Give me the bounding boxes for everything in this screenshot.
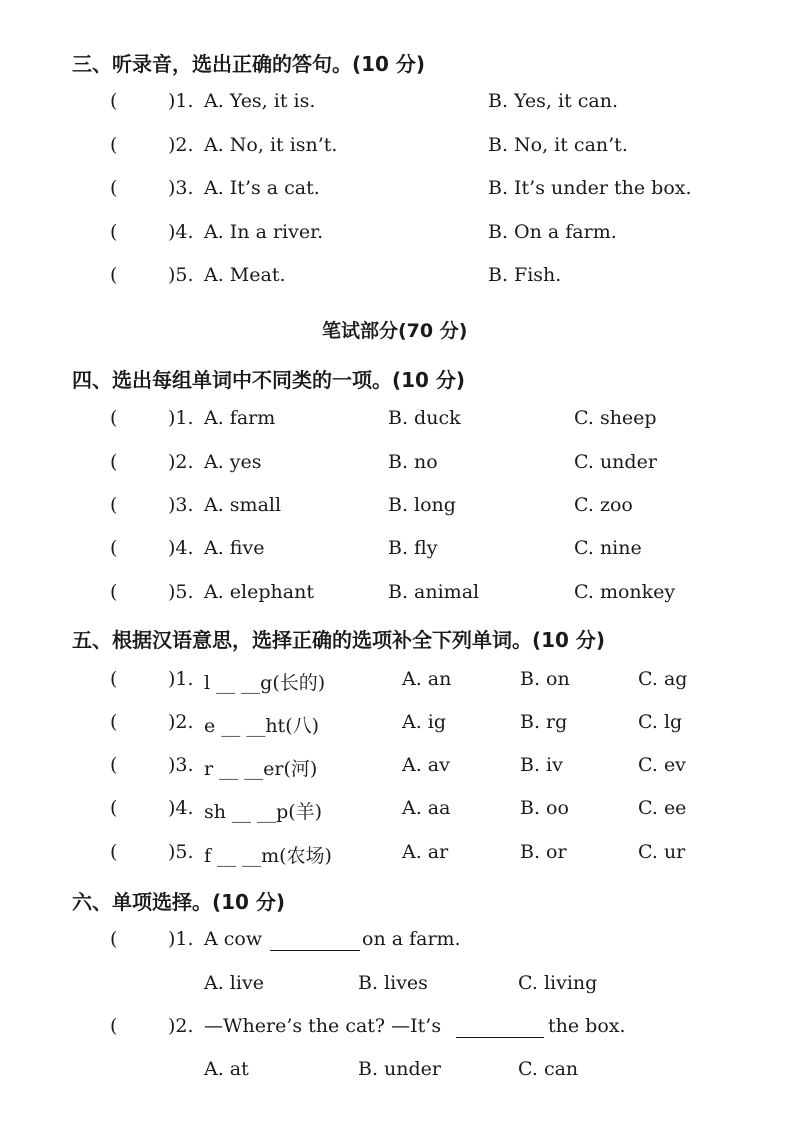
option-a: A. elephant	[204, 581, 314, 603]
question-text-end: on a farm.	[362, 928, 461, 950]
option-b: B. animal	[388, 581, 480, 603]
option-a: A. Meat.	[204, 264, 286, 286]
list-item	[0, 407, 800, 437]
question-number: )3.	[168, 177, 194, 199]
list-item	[0, 928, 800, 958]
answer-paren: (	[110, 134, 118, 156]
question-number: )2.	[168, 1015, 194, 1037]
answer-paren: (	[110, 1015, 118, 1037]
question-number: )5.	[168, 264, 194, 286]
word-blank: sh __ __p(羊)	[204, 801, 323, 823]
list-item	[0, 537, 800, 567]
answer-paren: (	[110, 797, 118, 819]
option-c: C. lg	[638, 711, 683, 733]
section-4-title: 四、选出每组单词中不同类的一项。(10 分)	[72, 368, 466, 392]
option-b: B. long	[388, 494, 456, 516]
option-c: C. sheep	[574, 407, 657, 429]
answer-paren: (	[110, 581, 118, 603]
option-b: B. or	[520, 841, 567, 863]
answer-paren: (	[110, 494, 118, 516]
answer-paren: (	[110, 177, 118, 199]
option-a: A. at	[204, 1058, 249, 1080]
option-b: B. It’s under the box.	[488, 177, 692, 199]
question-number: )1.	[168, 928, 194, 950]
answer-blank	[456, 1015, 544, 1038]
option-c: C. ee	[638, 797, 687, 819]
list-item	[0, 797, 800, 827]
list-item	[0, 711, 800, 741]
word-blank: r __ __er(河)	[204, 758, 318, 780]
option-b: B. No, it can’t.	[488, 134, 628, 156]
list-item	[0, 841, 800, 871]
answer-paren: (	[110, 407, 118, 429]
list-item	[0, 1015, 800, 1045]
option-c: C. under	[574, 451, 657, 473]
list-item	[0, 451, 800, 481]
answer-paren: (	[110, 754, 118, 776]
option-a: A. ar	[402, 841, 449, 863]
answer-paren: (	[110, 221, 118, 243]
section-5-title: 五、根据汉语意思，选择正确的选项补全下列单词。(10 分)	[72, 628, 606, 652]
answer-paren: (	[110, 668, 118, 690]
option-c: C. can	[518, 1058, 579, 1080]
option-a: A. farm	[204, 407, 276, 429]
list-item	[0, 264, 800, 294]
question-number: )4.	[168, 221, 194, 243]
option-a: A. five	[204, 537, 265, 559]
answer-paren: (	[110, 841, 118, 863]
answer-paren: (	[110, 928, 118, 950]
list-item	[0, 972, 800, 1002]
option-b: B. Fish.	[488, 264, 562, 286]
option-c: C. monkey	[574, 581, 676, 603]
option-a: A. Yes, it is.	[204, 90, 316, 112]
answer-paren: (	[110, 537, 118, 559]
option-b: B. under	[358, 1058, 442, 1080]
list-item	[0, 221, 800, 251]
list-item	[0, 90, 800, 120]
list-item	[0, 134, 800, 164]
option-b: B. duck	[388, 407, 461, 429]
option-b: B. On a farm.	[488, 221, 617, 243]
list-item	[0, 754, 800, 784]
option-b: B. Yes, it can.	[488, 90, 619, 112]
question-number: )4.	[168, 537, 194, 559]
word-blank: e __ __ht(八)	[204, 715, 320, 737]
list-item	[0, 668, 800, 698]
option-c: C. nine	[574, 537, 642, 559]
option-b: B. fly	[388, 537, 438, 559]
answer-blank	[270, 928, 360, 951]
answer-paren: (	[110, 90, 118, 112]
option-a: A. live	[204, 972, 264, 994]
question-number: )2.	[168, 451, 194, 473]
question-number: )1.	[168, 407, 194, 429]
word-blank: l __ __g(长的)	[204, 672, 326, 694]
option-a: A. aa	[402, 797, 451, 819]
question-number: )1.	[168, 668, 194, 690]
question-text-end: the box.	[548, 1015, 626, 1037]
option-a: A. It’s a cat.	[204, 177, 320, 199]
answer-paren: (	[110, 264, 118, 286]
option-c: C. ur	[638, 841, 686, 863]
question-number: )1.	[168, 90, 194, 112]
option-b: B. rg	[520, 711, 568, 733]
answer-paren: (	[110, 451, 118, 473]
question-number: )2.	[168, 134, 194, 156]
section-3-title: 三、听录音，选出正确的答句。(10 分)	[72, 52, 426, 76]
word-blank: f __ __m(农场)	[204, 845, 332, 867]
written-part-title: 笔试部分(70 分)	[322, 320, 468, 342]
question-text-start: A cow	[204, 928, 263, 950]
list-item	[0, 1058, 800, 1088]
question-text-start: —Where’s the cat? —It’s	[204, 1015, 442, 1037]
question-number: )3.	[168, 754, 194, 776]
option-b: B. iv	[520, 754, 563, 776]
option-c: C. ev	[638, 754, 686, 776]
question-number: )3.	[168, 494, 194, 516]
option-b: B. lives	[358, 972, 428, 994]
option-c: C. zoo	[574, 494, 633, 516]
question-number: )5.	[168, 581, 194, 603]
option-c: C. ag	[638, 668, 688, 690]
list-item	[0, 581, 800, 611]
option-a: A. ig	[402, 711, 447, 733]
list-item	[0, 494, 800, 524]
section-6-title: 六、单项选择。(10 分)	[72, 890, 286, 914]
option-b: B. no	[388, 451, 438, 473]
question-number: )4.	[168, 797, 194, 819]
answer-paren: (	[110, 711, 118, 733]
option-b: B. oo	[520, 797, 569, 819]
option-a: A. yes	[204, 451, 262, 473]
option-a: A. In a river.	[204, 221, 324, 243]
option-a: A. small	[204, 494, 282, 516]
question-number: )5.	[168, 841, 194, 863]
option-a: A. No, it isn’t.	[204, 134, 338, 156]
option-a: A. an	[402, 668, 452, 690]
option-a: A. av	[402, 754, 450, 776]
question-number: )2.	[168, 711, 194, 733]
option-b: B. on	[520, 668, 570, 690]
list-item	[0, 177, 800, 207]
option-c: C. living	[518, 972, 598, 994]
